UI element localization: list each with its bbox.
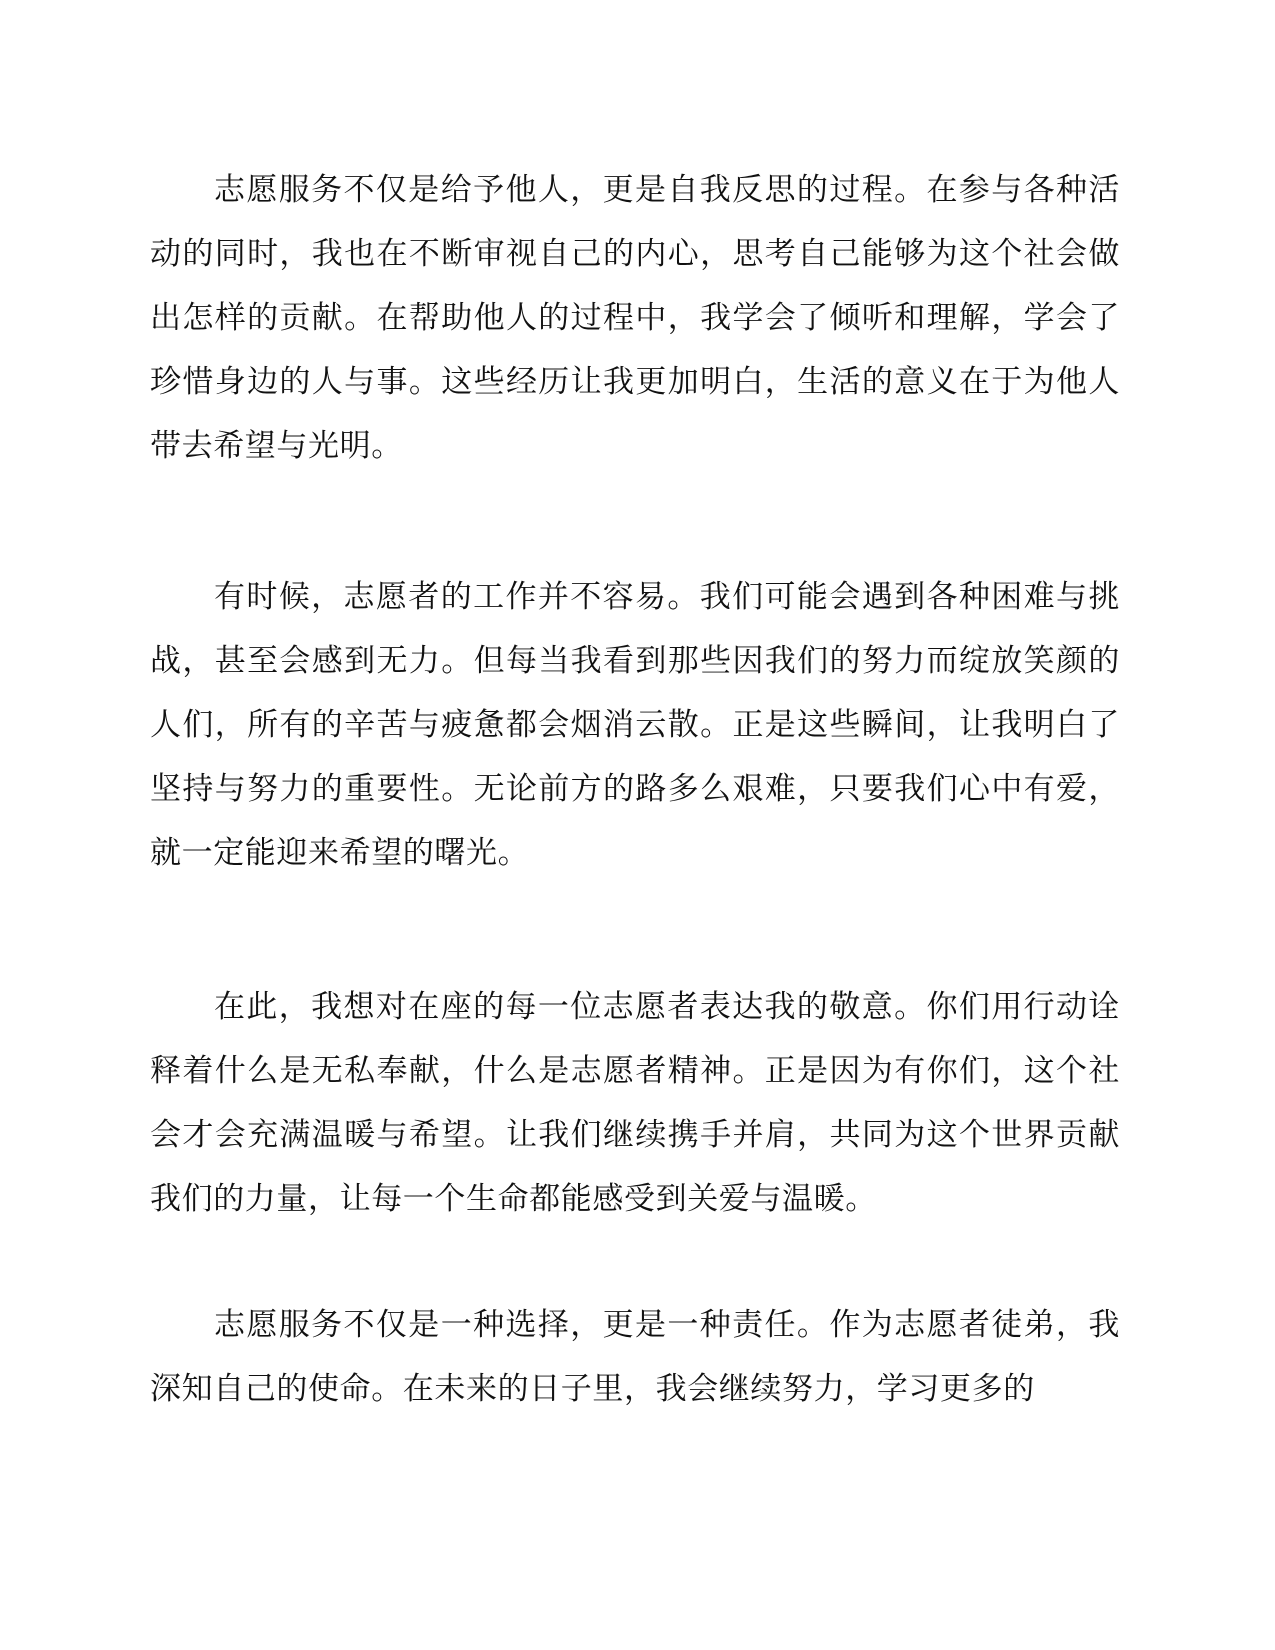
paragraph-respect: 在此，我想对在座的每一位志愿者表达我的敬意。你们用行动诠释着什么是无私奉献，什么是志愿者精神。正是因为有你们，这个社会才会充满温暖与希望。让我们继续携手并肩，共同为这个世界贡献我们的力量，让每一个生命都能感受到关爱与温暖。: [150, 989, 1120, 1217]
paragraph-responsibility: 志愿服务不仅是一种选择，更是一种责任。作为志愿者徒弟，我深知自己的使命。在未来的日子里，我会继续努力，学习更多的: [150, 1307, 1120, 1407]
paragraph-challenges: 有时候，志愿者的工作并不容易。我们可能会遇到各种困难与挑战，甚至会感到无力。但每当我看到那些因我们的努力而绽放笑颜的人们，所有的辛苦与疲惫都会烟消云散。正是这些瞬间，让我明白了坚持与努力的重要性。无论前方的路多么艰难，只要我们心中有爱，就一定能迎来希望的曙光。: [150, 579, 1120, 871]
paragraph-self-reflection: 志愿服务不仅是给予他人，更是自我反思的过程。在参与各种活动的同时，我也在不断审视自己的内心，思考自己能够为这个社会做出怎样的贡献。在帮助他人的过程中，我学会了倾听和理解，学会了珍惜身边的人与事。这些经历让我更加明白，生活的意义在于为他人带去希望与光明。: [150, 172, 1120, 464]
